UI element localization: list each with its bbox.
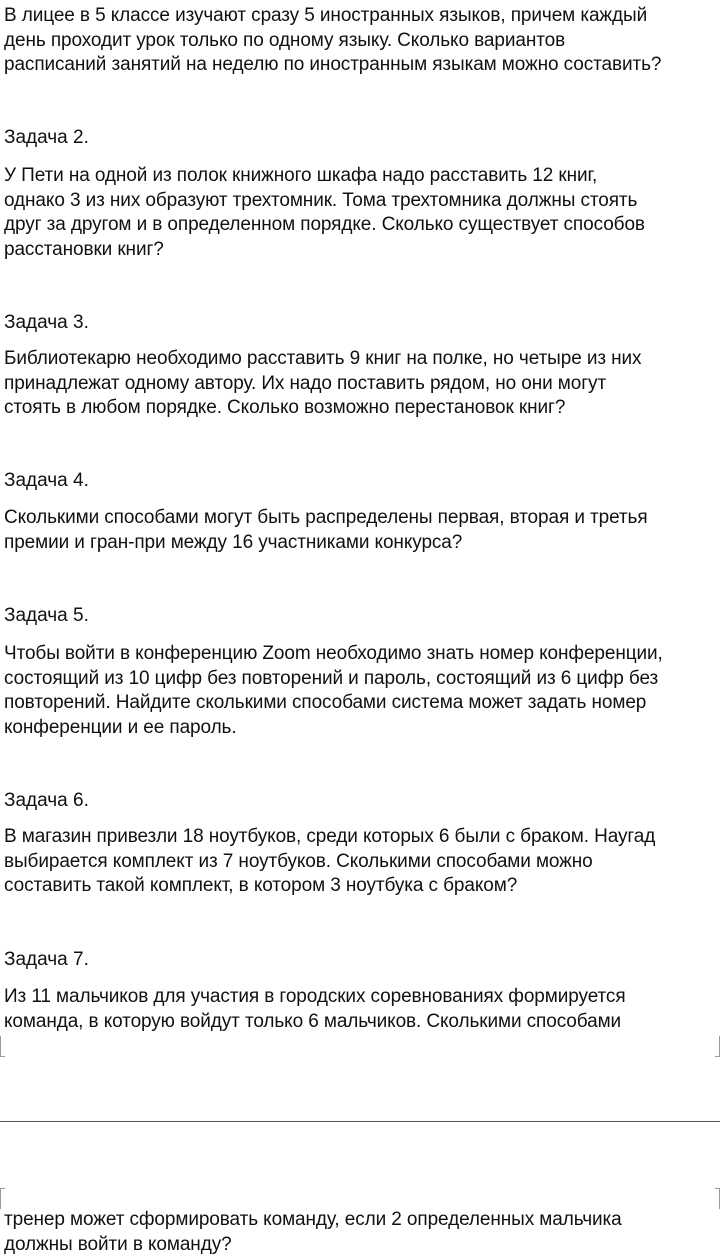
task-7-text: Из 11 мальчиков для участия в городских соревнованиях формируется команда, в которую войдут только 6 мальчиков. Сколькими способами [4,986,626,1032]
task-2-title: Задача 2. [4,127,89,148]
task-7-title: Задача 7. [4,949,89,970]
page-corner-mark [715,1036,720,1057]
task-7-continuation-text: тренер может сформировать команду, если 2 определенных мальчика должны войти в команду? [4,1209,622,1255]
task-4-title: Задача 4. [4,470,89,491]
task-4-text: Сколькими способами могут быть распределены первая, вторая и третья премии и гран-при между 16 участниками конкурса? [4,507,648,553]
task-3-text: Библиотекарю необходимо расставить 9 книг на полке, но четыре из них принадлежат одному автору. Их надо поставить рядом, но они могут стоять в любом порядке. Сколько возможно перестановок книг? [4,348,642,418]
task-6-title: Задача 6. [4,790,89,811]
task-1-text: В лицее в 5 классе изучают сразу 5 иностранных языков, причем каждый день проходит урок только по одному языку. Сколько вариантов расписаний занятий на неделю по иностранным языкам можно составить? [4,5,662,75]
document-page-2 [0,1180,720,1257]
page-break-divider [0,1121,720,1122]
page-corner-mark [0,1036,5,1057]
task-5-text: Чтобы войти в конференцию Zoom необходимо знать номер конференции, состоящий из 10 цифр без повторений и пароль, состоящий из 6 цифр без повторений. Найдите сколькими способами система может задать номер конференции и ее пароль. [4,643,663,738]
task-5-title: Задача 5. [4,605,89,626]
task-3-title: Задача 3. [4,312,89,333]
task-2-text: У Пети на одной из полок книжного шкафа надо расставить 12 книг, однако 3 из них образуют трехтомник. Тома трехтомника должны стоять друг за другом и в определенном порядке. Сколько существует способов расстановки книг? [4,165,645,260]
task-6-text: В магазин привезли 18 ноутбуков, среди которых 6 были с браком. Наугад выбирается комплект из 7 ноутбуков. Сколькими способами можно составить такой комплект, в котором 3 ноутбука с браком? [4,826,656,896]
